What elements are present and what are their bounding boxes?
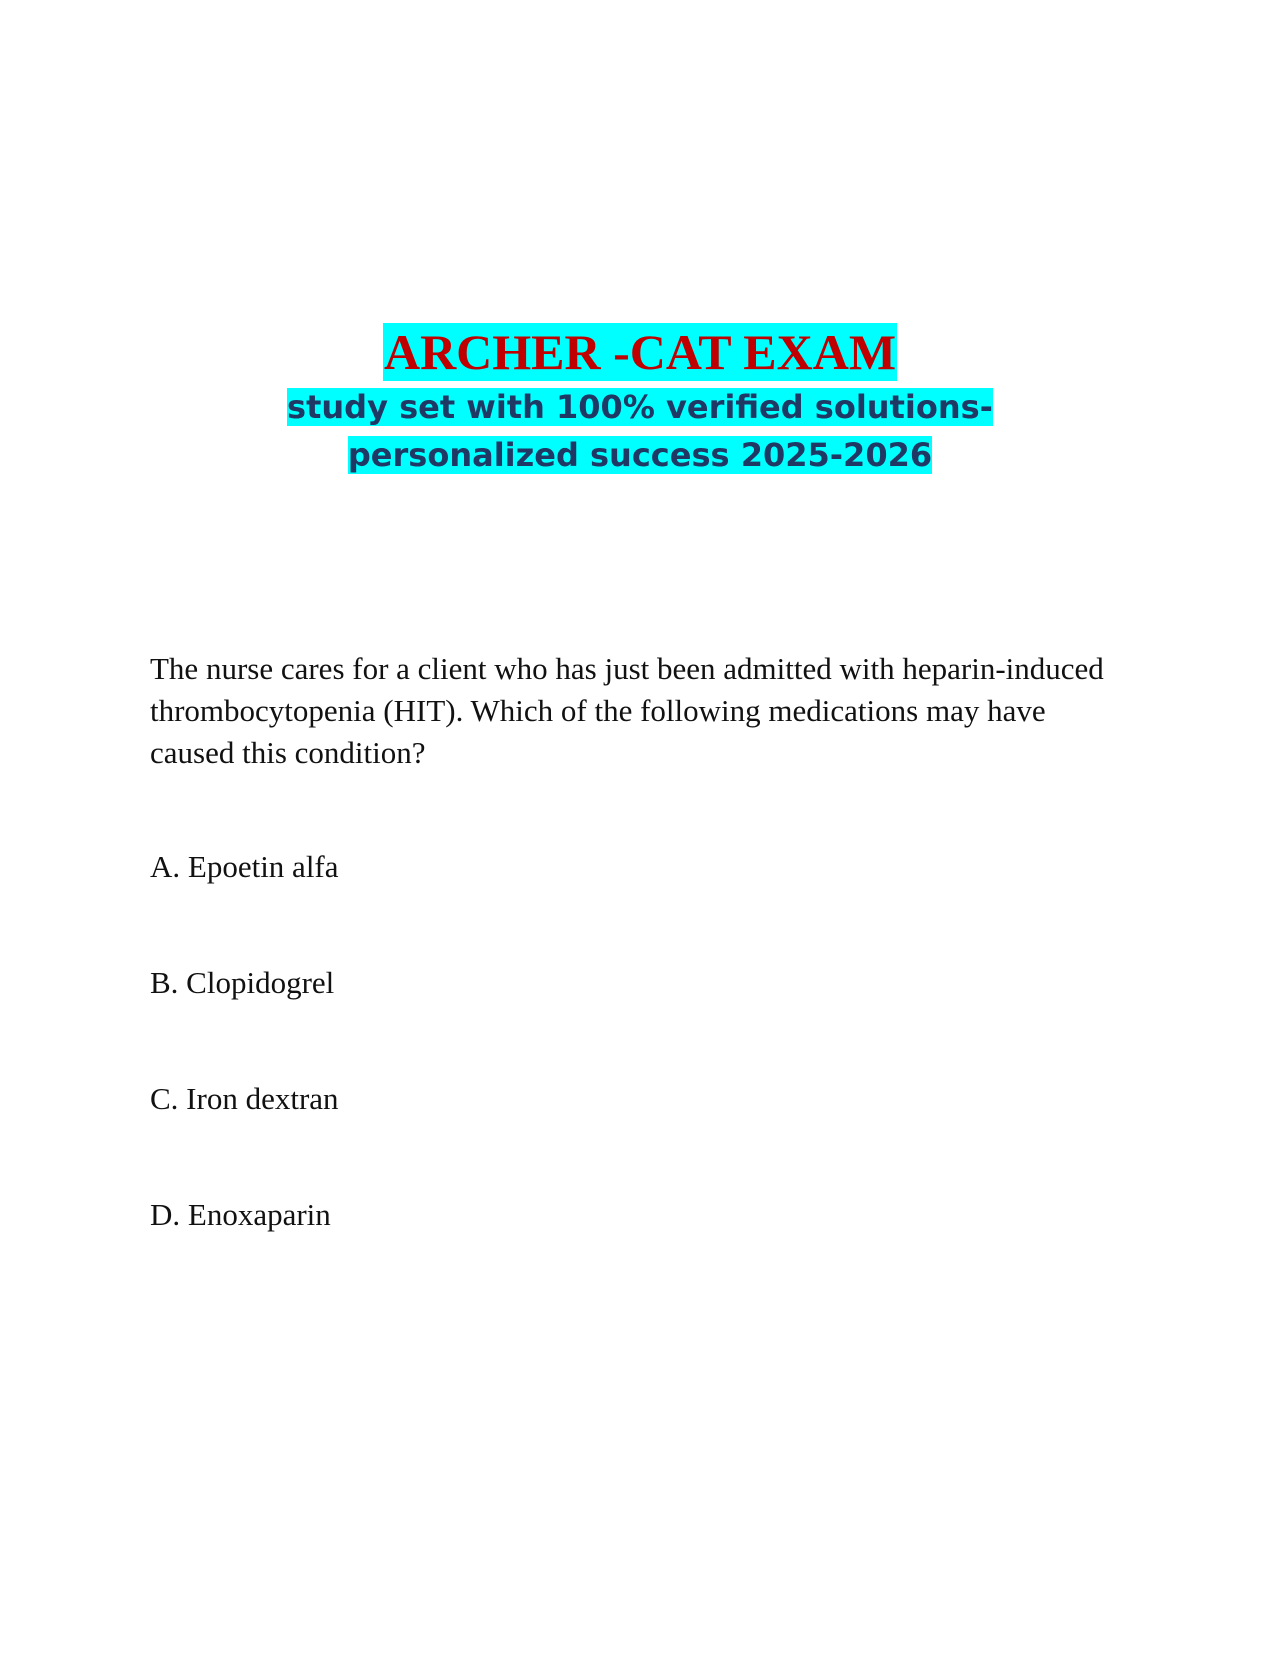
document-title: ARCHER -CAT EXAM (383, 324, 897, 380)
option-c: C. Iron dextran (150, 1081, 339, 1116)
header-block (0, 323, 1280, 479)
document-subtitle (190, 383, 1090, 479)
option-d: D. Enoxaparin (150, 1197, 331, 1232)
option-a: A. Epoetin alfa (150, 849, 339, 884)
option-b: B. Clopidogrel (150, 965, 335, 1000)
document-subtitle-text: study set with 100% verified solutions-personalized success 2025-2026 (287, 388, 993, 474)
question-text: The nurse cares for a client who has just been admitted with heparin-induced thrombocytopenia (HIT). Which of the following medications may have caused this condition? (150, 651, 1104, 770)
